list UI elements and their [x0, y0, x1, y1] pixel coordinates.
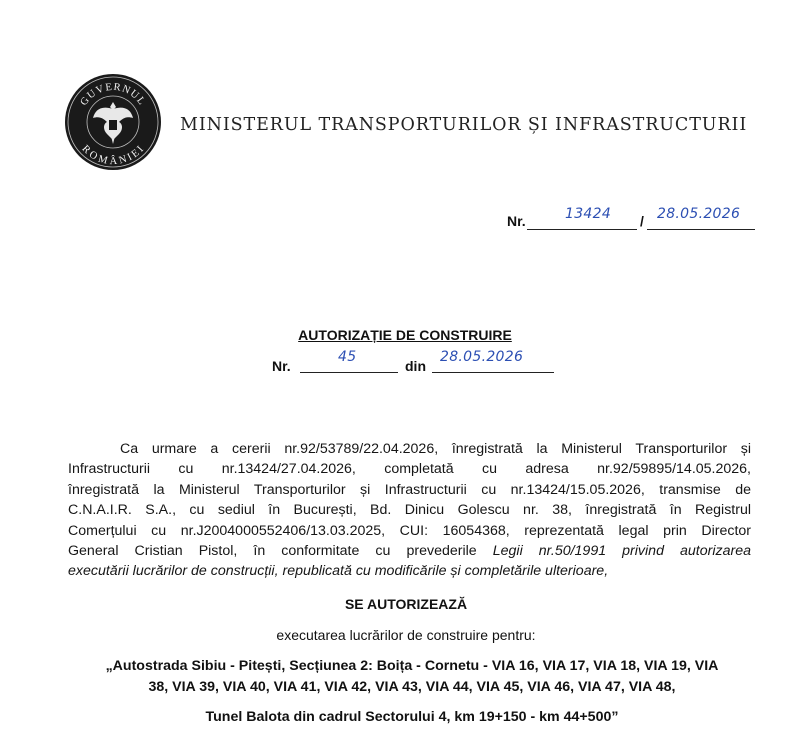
authorization-date-field	[432, 350, 554, 373]
registration-number-field	[527, 207, 637, 230]
se-autorizeaza-heading: SE AUTORIZEAZĂ	[344, 596, 468, 612]
law-reference: Legii nr.50/1991 privind autorizarea	[492, 543, 752, 560]
project-line: 38, VIA 39, VIA 40, VIA 41, VIA 42, VIA 43, VIA 44, VIA 45, VIA 46, VIA 47, VIA 48,	[148, 679, 676, 695]
project-line: Tunel Balota din cadrul Sectorului 4, km 19+150 - km 44+500”	[205, 709, 619, 725]
body-line: Infrastructurii cu nr.13424/27.04.2026, completată cu adresa nr.92/59895/14.05.2026,	[68, 461, 751, 478]
document-title-text: AUTORIZAȚIE DE CONSTRUIRE	[298, 327, 512, 343]
body-line: C.N.A.I.R. S.A., cu sediul în București, Bd. Dinicu Golescu nr. 38, înregistrată în Registrul	[68, 502, 751, 519]
registration-separator: /	[640, 213, 644, 229]
body-line-text: General Cristian Pistol, în conformitate cu prevederile	[68, 543, 477, 560]
registration-date: 28.05.2026	[657, 206, 741, 222]
registration-number: 13424	[565, 206, 612, 222]
project-line: „Autostrada Sibiu - Pitești, Secțiunea 2: Boița - Cornetu - VIA 16, VIA 17, VIA 18, VIA 19, VIA	[105, 658, 719, 674]
authorization-nr-label: Nr.	[272, 358, 291, 374]
project-description	[62, 656, 762, 728]
body-line: Comerțului cu nr.J2004000552406/13.03.2025, CUI: 16054368, reprezentată legal prin Director	[68, 522, 751, 539]
executarea-text: executarea lucrărilor de construire pentru:	[276, 627, 536, 643]
ministry-name: MINISTERUL TRANSPORTURILOR ȘI INFRASTRUCTURII	[180, 115, 748, 135]
authorization-date: 28.05.2026	[440, 349, 524, 365]
body-line: înregistrată la Ministerul Transporturilor și Infrastructurii cu nr.13424/15.05.2026, transmise de	[68, 481, 751, 498]
body-paragraph	[68, 439, 751, 582]
authorization-din-label: din	[405, 358, 426, 374]
body-line-with-law	[68, 541, 751, 561]
registration-date-field	[647, 207, 755, 230]
body-line: executării lucrărilor de construcții, republicată cu modificările și completările ulterioare,	[68, 563, 609, 580]
seal-text-bottom: ROMÂNIEI	[79, 143, 148, 168]
document-title	[0, 327, 798, 343]
seal-text-top: GUVERNUL	[78, 81, 148, 108]
registration-line	[507, 207, 767, 233]
government-seal-icon	[63, 72, 163, 172]
body-line: Ca urmare a cererii nr.92/53789/22.04.2026, înregistrată la Ministerul Transporturilor și	[120, 441, 751, 457]
authorization-number: 45	[338, 349, 357, 365]
registration-nr-label: Nr.	[507, 213, 526, 229]
authorization-number-field	[300, 350, 398, 373]
authorization-number-line	[272, 350, 562, 376]
